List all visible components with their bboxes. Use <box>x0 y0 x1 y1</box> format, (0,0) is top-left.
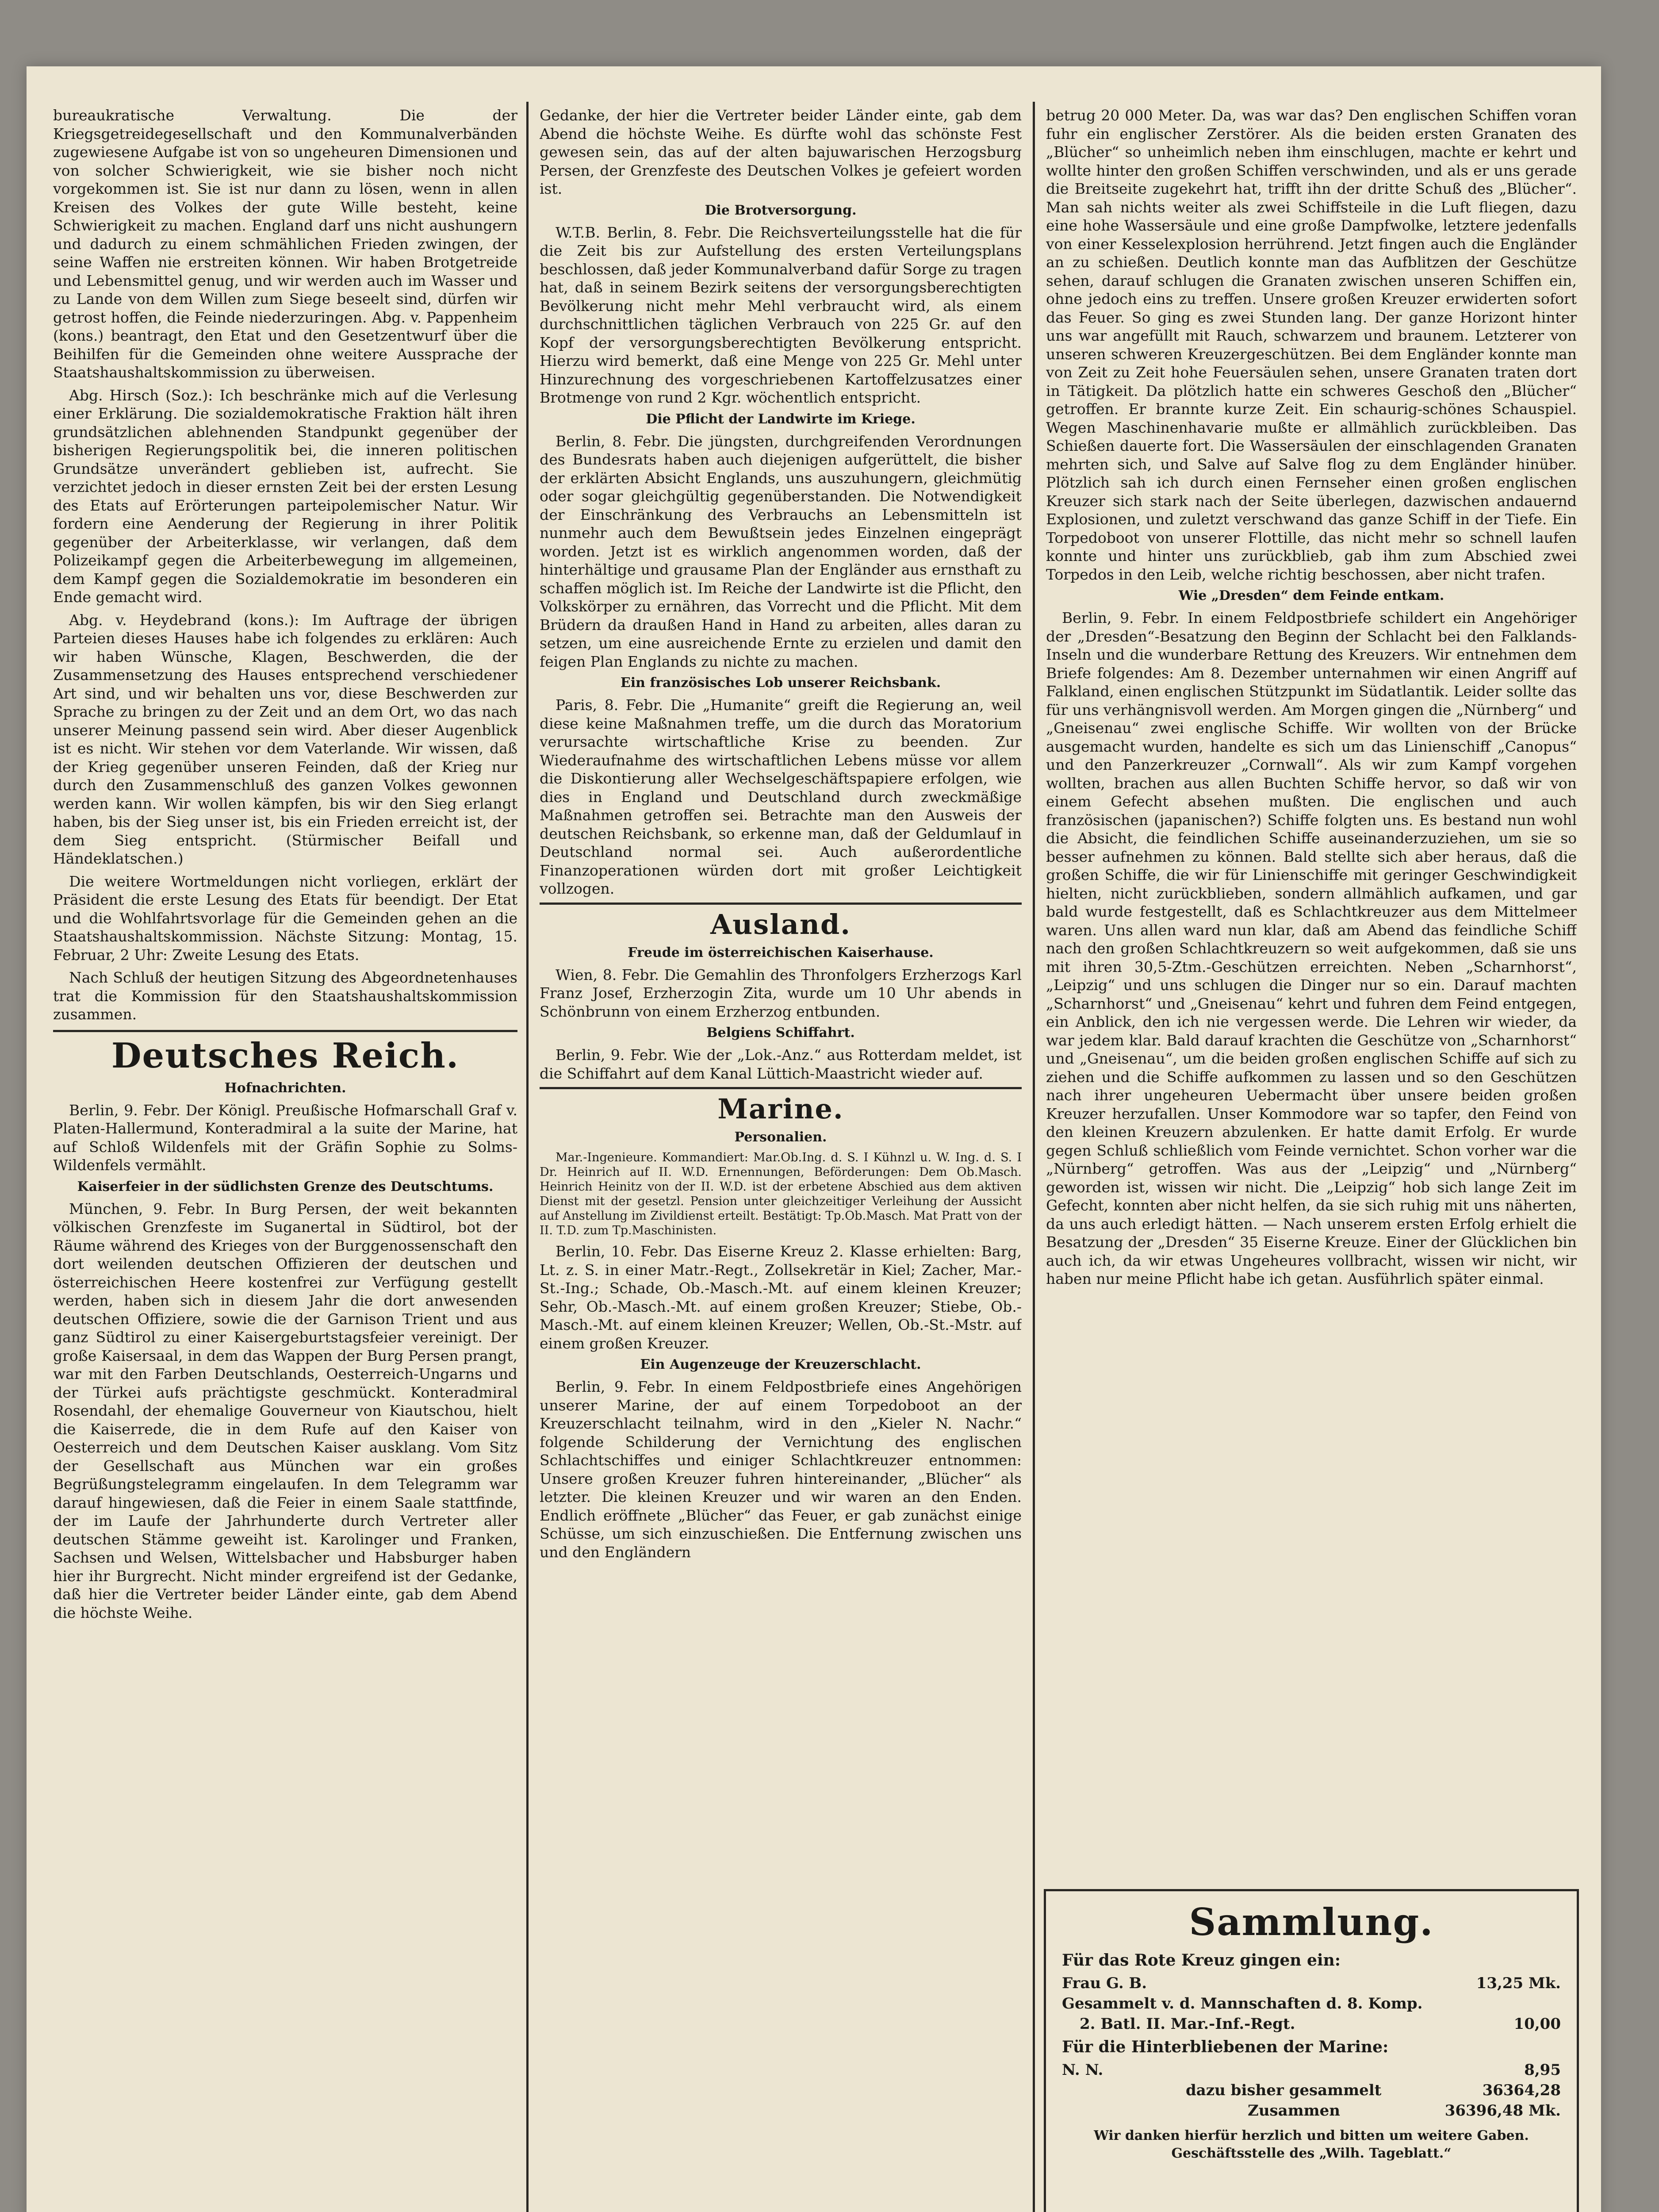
article-title-brotversorgung: Die Brotversorgung. <box>705 202 857 218</box>
article-title-personalien: Personalien. <box>734 1129 827 1145</box>
sammlung-row: N. N. 8,95 <box>1062 2061 1561 2079</box>
col1-paragraph-2: Abg. Hirsch (Soz.): Ich beschränke mich auf die Verlesung einer Erklärung. Die sozialdemokratische Fraktion hält ihren grundsätzlichen ablehnenden Standpunkt gegenüber der bisherigen Regierungspolitik bei, die inneren politischen Grundsätze unverändert geblieben ist, aufrecht. Sie verzichtet jedoch in dieser ernsten Zeit bei der ersten Lesung des Etats auf Erörterungen parteipolemischer Natur. Wir fordern eine Aenderung der Regierung in ihrer Politik gegenüber der Arbeiterklasse, wir verlangen, daß dem Polizeikampf gegen die Arbeiterbewegung im allgemeinen, dem Kampf gegen die Sozialdemokratie im besonderen ein Ende gemacht wird. <box>53 386 517 606</box>
col1-paragraph-1: bureaukratische Verwaltung. Die der Kriegsgetreidegesellschaft und den Kommunalverbänden zugewiesene Aufgabe ist von so ungeheuren Dimensionen und von solcher Schwierigkeit, wie sie bisher noch nicht vorgekommen ist. Sie ist nur dann zu lösen, wenn in allen Kreisen des Volkes der gute Wille besteht, keine Schwierigkeit zu machen. England darf uns nicht aushungern und dadurch zu einem schmählichen Frieden zwingen, der seine Waffen nie erstreiten können. Wir haben Brotgetreide und Lebensmittel genug, und wir werden auch im Wasser und zu Lande von dem Willen zum Siege beseelt sind, dürfen wir getrost hoffen, die Feinde niederzuringen. Abg. v. Pappenheim (kons.) beantragt, den Etat und den Gesetzentwurf über die Beihilfen für die Gemeinden ohne weitere Aussprache der Staatshaushaltskommission zu überweisen. <box>53 107 517 381</box>
article-title-lob-reichsbank: Ein französisches Lob unserer Reichsbank. <box>620 675 941 691</box>
col1-paragraph-4: Die weitere Wortmeldungen nicht vorliegen, erklärt der Präsident die erste Lesung des Etats für beendigt. Der Etat und die Wohlfahrtsvorlage für die Gemeinden gehen an die Staatshaushaltskommission. Nächste Sitzung: Montag, 15. Februar, 2 Uhr: Zweite Lesung des Etats. <box>53 872 517 964</box>
article-belgien: Berlin, 9. Febr. Wie der „Lok.-Anz.“ aus Rotterdam meldet, ist die Schiffahrt auf dem Kanal Lüttich-Maastricht wieder auf. <box>540 1046 1022 1082</box>
sammlung-subtitle: Für das Rote Kreuz gingen ein: <box>1062 1951 1341 1970</box>
article-hofnachrichten: Berlin, 9. Febr. Der Königl. Preußische Hofmarschall Graf v. Platen-Hallermund, Konteradmiral a la suite der Marine, hat auf Schloß Wildenfels mit der Gräfin Sophie zu Solms-Wildenfels vermählt. <box>53 1101 517 1174</box>
article-personalien: Mar.-Ingenieure. Kommandiert: Mar.Ob.Ing. d. S. I Kühnzl u. W. Ing. d. S. I Dr. Heinrich auf II. W.D. Ernennungen, Beförderungen: Dem Ob.Masch. Heinrich Heinitz von der II. W.D. ist der erbetene Abschied aus dem aktiven Dienst mit der gesetzl. Pension unter gleichzeitiger Verleihung der Aussicht auf Anstellung im Zivildienst erteilt. Bestätigt: Tp.Ob.Masch. Mat Pratt von der II. T.D. zum Tp.Maschinisten. <box>540 1151 1022 1237</box>
sammlung-row: dazu bisher gesammelt 36364,28 <box>1186 2081 1561 2099</box>
section-title-marine: Marine. <box>717 1093 844 1125</box>
article-augenzeuge: Berlin, 9. Febr. In einem Feldpostbriefe eines Angehörigen unserer Marine, der auf einem Torpedoboot an der Kreuzerschlacht teilnahm, wird in den „Kieler N. Nachr.“ folgende Schilderung der Vernichtung des englischen Schlachtschiffes und einiger Schlachtkreuzer entnommen: Unsere großen Kreuzer fuhren hintereinander, „Blücher“ als letzter. Die kleinen Kreuzer und wir waren an den Enden. Endlich eröffnete „Blücher“ das Feuer, er gab zunächst einige Schüsse, um sich einzuschießen. Die Entfernung zwischen uns und den Engländern <box>540 1378 1022 1561</box>
column-rule-1 <box>526 102 529 2212</box>
col3-paragraph-1: betrug 20 000 Meter. Da, was war das? Den englischen Schiffen voran fuhr ein englischer Zerstörer. Als die beiden ersten Granaten des „Blücher“ so unheimlich neben ihm einschlugen, machte er kehrt und wollte hinter den großen Schiffen verschwinden, und als er uns gerade die Breitseite zugekehrt hat, trifft ihn der dritte Schuß des „Blücher“. Man sah nichts weiter als zwei Schiffsteile in die Luft fliegen, dazu eine hohe Wassersäule und eine große Dampfwolke, letztere jedenfalls von einer Kesselexplosion herrührend. Jetzt fingen auch die Engländer an zu schießen. Deutlich konnte man das Aufblitzen der Geschütze sehen, darauf schlugen die Granaten zwischen unseren Schiffen ein, ohne jedoch eins zu treffen. Unsere großen Kreuzer erwiderten sofort das Feuer. So ging es zwei Stunden lang. Der ganze Horizont hinter uns war angefüllt mit Rauch, schwarzem und braunem. Letzterer von unseren schweren Kreuzergeschützen. Bei dem Engländer konnte man von Zeit zu Zeit hohe Feuersäulen sehen, unsere Granaten traten dort in Tätigkeit. Da plötzlich hatte ein schweres Geschoß den „Blücher“ getroffen. Er brannte kurze Zeit. Ein schaurig-schönes Schauspiel. Wegen Maschinenhavarie mußte er allmählich zurückbleiben. Das Schießen dauerte fort. Die Wassersäulen der einschlagenden Granaten mehrten sich, und Salve auf Salve flog zu dem Engländer hinüber. Plötzlich sah ich durch einen Fernseher einen großen englischen Kreuzer sich stark nach der Seite überlegen, dazwischen andauernd Explosionen, und zuletzt verschwand das ganze Schiff in der Tiefe. Ein Torpedoboot von unserer Flottille, das nicht mehr so schnell laufen konnte und hinter uns zurückblieb, gab ihm zum Abschied zwei Torpedos in den Leib, welche richtig beschossen, aber nicht trafen. <box>1046 107 1577 583</box>
article-title-freude: Freude im österreichischen Kaiserhause. <box>628 945 934 960</box>
article-title-pflicht-landwirte: Die Pflicht der Landwirte im Kriege. <box>646 411 916 427</box>
col1-paragraph-3: Abg. v. Heydebrand (kons.): Im Auftrage der übrigen Parteien dieses Hauses habe ich folgendes zu erklären: Auch wir haben Wünsche, Klagen, Beschwerden, die der Zusammensetzung des Hauses entsprechend verschiedener Art sind, und wir behalten uns vor, diese Beschwerden zur Sprache zu bringen zu der Zeit und an dem Ort, wo das nach unserer Meinung passend sein wird. Aber dieser Augenblick ist es nicht. Wir stehen vor dem Vaterlande. Wir wissen, daß der Krieg gegenüber unseren Feinden, daß der Krieg nur durch den Zusammenschluß des ganzen Volkes gewonnen werden kann. Wir wollen kämpfen, bis wir den Sieg erlangt haben, bis der Sieg unser ist, bis ein Frieden erreicht ist, der dem Sieg entspricht. (Stürmischer Beifall und Händeklatschen.) <box>53 611 517 867</box>
section-title-ausland: Ausland. <box>710 908 851 941</box>
sammlung-row: Zusammen 36396,48 Mk. <box>1248 2102 1561 2120</box>
article-title-hofnachrichten: Hofnachrichten. <box>224 1080 346 1096</box>
section-divider <box>53 1030 517 1032</box>
col2-paragraph-1: Gedanke, der hier die Vertreter beider Länder einte, gab dem Abend die höchste Weihe. Es dürfte wohl das schönste Fest gewesen sein, das auf der alten bajuwarischen Herzogsburg Persen, der Grenzfeste des Deutschen Volkes je gefeiert worden ist. <box>540 107 1022 197</box>
column-rule-2 <box>1033 102 1035 2212</box>
article-title-dresden: Wie „Dresden“ dem Feinde entkam. <box>1178 588 1444 603</box>
column-1 <box>53 106 517 2212</box>
sammlung-row: 2. Batl. II. Mar.-Inf.-Regt. 10,00 <box>1080 2015 1561 2033</box>
sammlung-row: Gesammelt v. d. Mannschaften d. 8. Komp. <box>1062 1995 1423 2012</box>
sammlung-row: Frau G. B. 13,25 Mk. <box>1062 1974 1561 1992</box>
article-eisernes-kreuz: Berlin, 10. Febr. Das Eiserne Kreuz 2. Klasse erhielten: Barg, Lt. z. S. in einer Matr.-Regt., Zollsekretär in Kiel; Zacher, Mar.-St.-Ing.; Schade, Ob.-Masch.-Mt. auf einem kleinen Kreuzer; Sehr, Ob.-Masch.-Mt. auf einem großen Kreuzer; Stiebe, Ob.-Masch.-Mt. auf einem kleinen Kreuzer; Wellen, Ob.-St.-Mstr. auf einem großen Kreuzer. <box>540 1243 1022 1352</box>
section-divider <box>540 902 1022 905</box>
section-title-deutsches-reich: Deutsches Reich. <box>111 1035 460 1076</box>
sammlung-subtitle-2: Für die Hinterbliebenen der Marine: <box>1062 2038 1389 2056</box>
article-kaiserfeier: München, 9. Febr. In Burg Persen, der weit bekannten völkischen Grenzfeste im Suganertal in Südtirol, bot der Räume während des Krieges von der Burggenossenschaft den dort weilenden deutschen Offizieren der deutschen und österreichischen Heere kostenfrei zur Verfügung gestellt werden, haben sich in diesem Jahr die dort anwesenden deutschen Offiziere, sowie die der Garnison Trient und aus ganz Südtirol zu einer Kaisergeburtstagsfeier vereinigt. Der große Kaisersaal, in dem das Wappen der Burg Persen prangt, war mit den Farben Deutschlands, Oesterreich-Ungarns und der Türkei aufs prächtigste geschmückt. Konteradmiral Rosendahl, der ehemalige Gouverneur von Kiautschou, hielt die Kaiserrede, die in dem Rufe auf den Kaiser von Oesterreich und dem Deutschen Kaiser ausklang. Vom Sitz der Gesellschaft aus München war ein großes Begrüßungstelegramm eingelaufen. In dem Telegramm war darauf hingewiesen, daß die Feier in einem Saale stattfinde, der im Laufe der Jahrhunderte durch Vertreter aller deutschen Stämme geweiht ist. Karolinger und Franken, Sachsen und Welsen, Wittelsbacher und Habsburger haben hier ihr Burgrecht. Nicht minder ergreifend ist der Gedanke, daß hier die Vertreter beider Länder einte, gab dem Abend die höchste Weihe. <box>53 1200 517 1621</box>
sammlung-thanks: Wir danken hierfür herzlich und bitten um weitere Gaben. Geschäftsstelle des „Wilh. Tageblatt.“ <box>1094 2128 1529 2161</box>
column-2 <box>540 106 1022 2212</box>
sammlung-title: Sammlung. <box>1189 1900 1434 1944</box>
newspaper-page <box>27 66 1601 2212</box>
article-title-augenzeuge: Ein Augenzeuge der Kreuzerschlacht. <box>640 1357 921 1372</box>
article-title-belgien: Belgiens Schiffahrt. <box>706 1025 855 1041</box>
section-divider <box>540 1087 1022 1089</box>
article-freude: Wien, 8. Febr. Die Gemahlin des Thronfolgers Erzherzogs Karl Franz Josef, Erzherzogin Zita, wurde um 10 Uhr abends in Schönbrunn von einem Erzherzog entbunden. <box>540 966 1022 1020</box>
col1-paragraph-5: Nach Schluß der heutigen Sitzung des Abgeordnetenhauses trat die Kommission für den Staatshaushaltskommission zusammen. <box>53 969 517 1023</box>
article-brotversorgung: W.T.B. Berlin, 8. Febr. Die Reichsverteilungsstelle hat die für die Zeit bis zur Aufstellung des ersten Verteilungsplans beschlossen, daß jeder Kommunalverband dafür Sorge zu tragen hat, daß in seinem Bezirk seitens der versorgungsberechtigten Bevölkerung nicht mehr Mehl verbraucht wird, als einem durchschnittlichen täglichen Verbrauch von 225 Gr. auf den Kopf der versorgungsberechtigten Bevölkerung entspricht. Hierzu wird bemerkt, daß eine Menge von 225 Gr. Mehl unter Hinzurechnung des vorgeschriebenen Kartoffelzusatzes einer Brotmenge von rund 2 Kgr. wöchentlich entspricht. <box>540 223 1022 406</box>
article-pflicht-landwirte: Berlin, 8. Febr. Die jüngsten, durchgreifenden Verordnungen des Bundesrats haben auch diejenigen aufgerüttelt, die bisher der erklärten Absicht Englands, uns auszuhungern, gleichmütig oder sogar gleichgültig gegenüberstanden. Die Notwendigkeit der Einschränkung des Verbrauchs an Lebensmitteln ist nunmehr auch dem Bewußtsein jedes Einzelnen eingeprägt worden. Jetzt ist es wirklich angenommen worden, daß der hinterhältige und grausame Plan der Engländer aus ernsthaft zu schaffen möglich ist. Im Reiche der Landwirte ist die Pflicht, den Volkskörper zu ernähren, das Vorrecht und die Pflicht. Mit dem Brüdern da draußen Hand in Hand zu arbeiten, alles daran zu setzen, um eine ausreichende Ernte zu erzielen und damit den feigen Plan Englands zu nichte zu machen. <box>540 432 1022 670</box>
column-3 <box>1046 106 1577 1876</box>
article-title-kaiserfeier: Kaiserfeier in der südlichsten Grenze des Deutschtums. <box>77 1179 494 1194</box>
sammlung-box <box>1044 1889 1579 2212</box>
article-dresden: Berlin, 9. Febr. In einem Feldpostbriefe schildert ein Angehöriger der „Dresden“-Besatzung den Beginn der Schlacht bei den Falklands-Inseln und die wunderbare Rettung des Kreuzers. Wir entnehmen dem Briefe folgendes: Am 8. Dezember unternahmen wir einen Angriff auf Falkland, einen englischen Stützpunkt im Südatlantik. Leider sollte das für uns verhängnisvoll werden. Am Morgen gingen die „Nürnberg“ und „Gneisenau“ zwei englische Schiffe. Wir wollten von der Brücke ausgemacht wurden, handelte es sich um das Linienschiff „Canopus“ und den Panzerkreuzer „Cornwall“. Als wir zum Kampf vorgehen wollten, brachen aus allen Buchten Schiffe hervor, so daß wir von einem Gefecht absehen mußten. Die englischen und auch französischen (japanischen?) Schiffe folgten uns. Es bestand nun wohl die Absicht, die feindlichen Schiffe auseinanderzuziehen, um sie so besser aufnehmen zu können. Bald stellte sich aber heraus, daß die großen Schiffe, die wir für Linienschiffe mit geringer Geschwindigkeit hielten, nicht zurückblieben, sondern allmählich aufkamen, und gar bald wurde festgestellt, daß es Schlachtkreuzer aus dem Mittelmeer waren. Uns allen ward nun klar, daß am Abend das feindliche Schiff nach den großen Schlachtkreuzern so weit aufgekommen, daß sie uns mit ihren 30,5-Ztm.-Geschützen erreichten. Neben „Scharnhorst“, „Leipzig“ und uns schlugen die Dinger nur so ein. Darauf machten „Scharnhorst“ und „Gneisenau“ kehrt und fuhren dem Feind entgegen, ein Anblick, den ich nie vergessen werde. Die Lehren wir wieder, da war jedem klar. Bald darauf krachten die Geschütze von „Scharnhorst“ und „Gneisenau“, um die beiden großen englischen Schiffe auf sich zu ziehen und die Schiffe aufkommen zu lassen und so den Geschützen nach ihrer ungeheuren Uebermacht über unsere beiden großen Kreuzer herzufallen. Unser Kommodore war so tapfer, den Feind von den kleinen Kreuzern abzulenken. Er hatte damit Erfolg. Er wurde gegen Schluß schließlich vom Feinde vernichtet. Schon vorher war die „Nürnberg“ getroffen. Was aus der „Leipzig“ und „Nürnberg“ geworden ist, wissen wir nicht. Die „Leipzig“ hob sich lange Zeit im Gefecht, konnten aber nicht helfen, da sie sich ruhig mit uns näherten, da uns auch erledigt hätten. — Nach unserem ersten Erfolg erhielt die Besatzung der „Dresden“ 35 Eiserne Kreuze. Einer der Glücklichen bin auch ich, da wir etwas Ungeheures vollbracht, wissen wir nicht, wir haben nur meine Pflicht habe ich getan. Ausführlich später einmal. <box>1046 609 1577 1287</box>
article-lob-reichsbank: Paris, 8. Febr. Die „Humanite“ greift die Regierung an, weil diese keine Maßnahmen treffe, um die durch das Moratorium verursachte wirtschaftliche Krise zu beenden. Zur Wiederaufnahme des wirtschaftlichen Lebens müsse vor allem die Diskontierung aller Wechselgeschäftspapiere erfolgen, wie dies in England und Deutschland durch zweckmäßige Maßnahmen getroffen sei. Betrachte man den Ausweis der deutschen Reichsbank, so erkenne man, daß der Geldumlauf in Deutschland normal sei. Auch außerordentliche Finanzoperationen würden dort mit großer Leichtigkeit vollzogen. <box>540 696 1022 897</box>
